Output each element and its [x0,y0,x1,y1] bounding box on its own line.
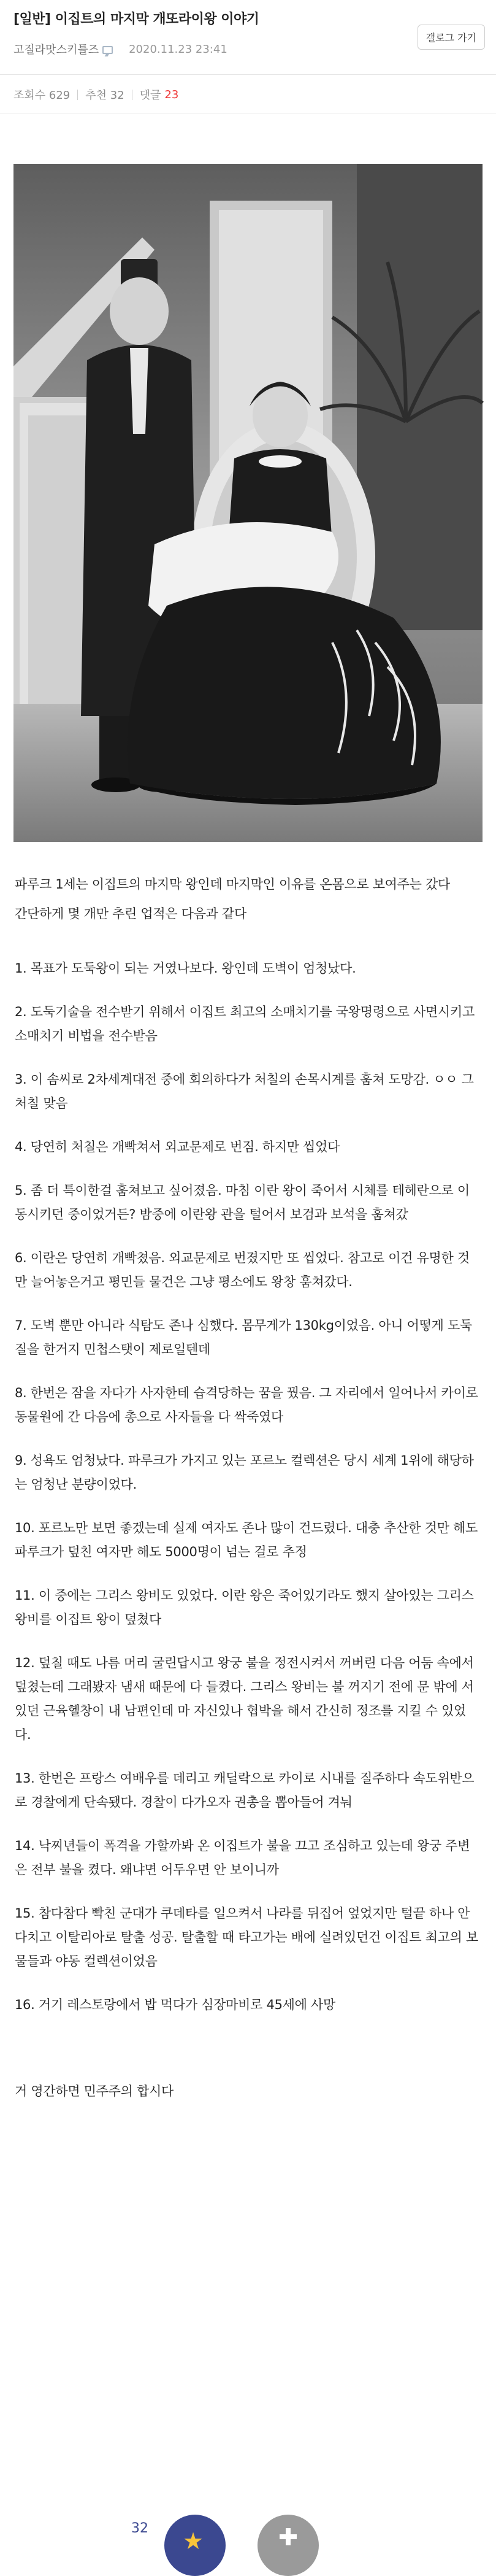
article-paragraph: 7. 도벽 뿐만 아니라 식탐도 존나 심했다. 몸무게가 130kg이었음. 아니 어떻게 도둑질을 한거지 민첩스탯이 제로일텐데 [15,1318,472,1357]
post-meta [13,41,483,57]
reaction-buttons [0,2479,496,2555]
post-date: 2020.11.23 23:41 [129,42,227,56]
divider [0,113,496,114]
article-paragraph: 6. 이란은 당연히 개빡쳤음. 외교문제로 번졌지만 또 씹었다. 참고로 이건 유명한 것만 늘어놓은거고 평민들 물건은 그냥 평소에도 왕창 훔쳐갔다. [15,1251,470,1289]
article-paragraph: 11. 이 중에는 그리스 왕비도 있었다. 이란 왕은 죽어있기라도 했지 살아있는 그리스 왕비를 이집트 왕이 덮쳤다 [15,1588,474,1627]
article-paragraph: 8. 한번은 잠을 자다가 사자한테 습격당하는 꿈을 꿨음. 그 자리에서 일어나서 카이로 동물원에 간 다음에 총으로 사자들을 다 싹죽였다 [15,1386,478,1424]
article-paragraph: 파루크 1세는 이집트의 마지막 왕인데 마지막인 이유를 온몸으로 보여주는 갔다 [15,877,450,892]
article-paragraph: 1. 목표가 도둑왕이 되는 거였나보다. 왕인데 도벽이 엄청났다. [15,961,356,976]
gallog-button[interactable]: 갤로그 가기 [418,25,485,50]
post-title: [일반] 이집트의 마지막 개또라이왕 이야기 [13,12,259,27]
downvote-button[interactable] [258,2515,319,2576]
fixed-nick-icon [102,46,113,54]
article-paragraph: 10. 포르노만 보면 좋겠는데 실제 여자도 존나 많이 건드렸다. 대충 추산한 것만 해도 파루크가 덮친 여자만 해도 5000명이 넘는 걸로 추정 [15,1521,478,1559]
recommend-count-stat: 추천 32 [85,89,124,102]
article-paragraph: 간단하게 몇 개만 추린 업적은 다음과 같다 [15,906,247,921]
royal-family-photo [13,164,483,842]
article-paragraph: 15. 참다참다 빡친 군대가 쿠데타를 일으켜서 나라를 뒤집어 엎었지만 털끝 하나 안 다치고 이탈리아로 탈출 성공. 탈출할 때 타고가는 배에 실려있던건 이집트 최고의 보물들과 야동 컬렉션이었음 [15,1906,479,1969]
article-body [0,873,496,2104]
author-name[interactable]: 고질라맛스키틀즈 [13,44,99,56]
article-paragraph: 3. 이 솜씨로 2차세계대전 중에 회의하다가 처칠의 손목시계를 훔쳐 도망감. ㅇㅇ 그 처칠 맞음 [15,1072,474,1111]
article-paragraph: 16. 거기 레스토랑에서 밥 먹다가 심장마비로 45세에 사망 [15,1997,335,2012]
article-paragraph: 거 영간하면 민주주의 합시다 [15,2084,174,2099]
recommend-button[interactable] [164,2515,226,2576]
post-stats [0,75,496,102]
article-paragraph: 4. 당연히 처칠은 개빡쳐서 외교문제로 번짐. 하지만 씹었다 [15,1140,340,1154]
article-paragraph: 9. 성욕도 엄청났다. 파루크가 가지고 있는 포르노 컬렉션은 당시 세계 1위에 해당하는 엄청난 분량이었다. [15,1453,474,1492]
article-photo[interactable] [13,164,483,842]
comment-count[interactable]: 23 [164,88,179,101]
view-count: 조회수 629 [13,89,71,102]
plus-icon [280,2528,297,2545]
comment-label[interactable]: 댓글 [139,89,161,102]
article-paragraph: 12. 덮칠 때도 나름 머리 굴린답시고 왕궁 불을 정전시켜서 꺼버린 다음 어둠 속에서 덮쳤는데 그래봤자 냄새 때문에 다 들켰다. 그리스 왕비는 불 꺼지기 전에 문 밖에 서있던 근육헬창이 내 남편인데 마 자신있나 협박을 해서 간신히 정조를 지킬 수 있었다. [15,1656,474,1742]
article-paragraph: 14. 낙찌년들이 폭격을 가할까봐 온 이집트가 불을 끄고 조심하고 있는데 왕궁 주변은 전부 불을 켰다. 왜냐면 어두우면 안 보이니까 [15,1838,470,1877]
article-paragraph: 13. 한번은 프랑스 여배우를 데리고 캐딜락으로 카이로 시내를 질주하다 속도위반으로 경찰에게 단속됐다. 경찰이 다가오자 권총을 뽑아들어 겨눠 [15,1771,475,1810]
article-paragraph: 5. 좀 더 특이한걸 훔쳐보고 싶어졌음. 마침 이란 왕이 죽어서 시체를 테헤란으로 이동시키던 중이었거든? 밤중에 이란왕 관을 털어서 보검과 보석을 훔쳐갔 [15,1183,470,1222]
recommend-count: 32 [131,2521,148,2536]
article-paragraph: 2. 도둑기술을 전수받기 위해서 이집트 최고의 소매치기를 국왕명령으로 사면시키고 소매치기 비법을 전수받음 [15,1005,475,1043]
stat-separator [77,90,78,100]
star-icon: ★ [183,2528,204,2555]
